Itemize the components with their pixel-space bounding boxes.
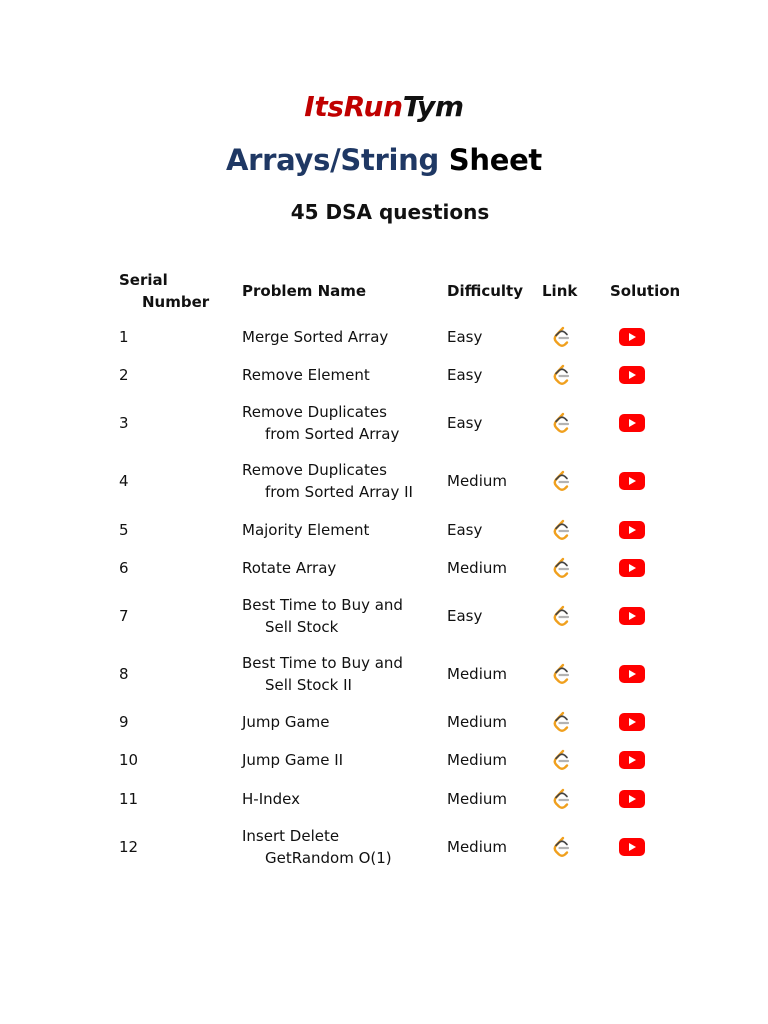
solution-link[interactable] bbox=[619, 510, 645, 549]
youtube-icon[interactable] bbox=[619, 521, 645, 539]
difficulty: Easy bbox=[447, 520, 483, 539]
youtube-icon[interactable] bbox=[619, 790, 645, 808]
leetcode-icon[interactable] bbox=[550, 710, 572, 734]
youtube-icon[interactable] bbox=[619, 713, 645, 731]
solution-link[interactable] bbox=[619, 394, 645, 452]
youtube-icon[interactable] bbox=[619, 366, 645, 384]
table-row bbox=[0, 394, 768, 452]
solution-link[interactable] bbox=[619, 645, 645, 703]
difficulty: Medium bbox=[447, 838, 507, 856]
header-problem-name: Problem Name bbox=[242, 282, 367, 300]
difficulty: Easy bbox=[447, 414, 483, 432]
serial-number: 9 bbox=[119, 713, 129, 731]
problem-link[interactable] bbox=[549, 818, 573, 876]
problem-name-line-1: Remove Element bbox=[242, 366, 370, 384]
leetcode-icon[interactable] bbox=[550, 363, 572, 387]
serial-number: 10 bbox=[119, 751, 139, 769]
serial-number: 1 bbox=[119, 327, 129, 346]
leetcode-icon[interactable] bbox=[550, 325, 572, 349]
table-row bbox=[0, 510, 768, 549]
problem-name bbox=[242, 818, 442, 876]
table-row bbox=[0, 452, 768, 510]
difficulty: Easy bbox=[447, 366, 483, 384]
brand-title bbox=[0, 90, 768, 123]
brand-part-2: Tym bbox=[402, 90, 464, 123]
problem-name bbox=[242, 452, 442, 510]
problem-name-line-1: Jump Game II bbox=[242, 751, 344, 769]
serial-number: 6 bbox=[119, 559, 129, 577]
difficulty: Medium bbox=[447, 559, 507, 577]
table-row bbox=[0, 356, 768, 394]
serial-number: 2 bbox=[119, 366, 129, 384]
youtube-icon[interactable] bbox=[619, 607, 645, 625]
problem-name bbox=[242, 703, 442, 741]
problem-name-line-2: from Sorted Array bbox=[265, 425, 400, 443]
difficulty: Medium bbox=[447, 472, 507, 490]
difficulty: Medium bbox=[447, 665, 507, 683]
problem-name-line-1: Jump Game bbox=[242, 713, 330, 731]
problem-name-line-2: from Sorted Array II bbox=[265, 483, 413, 501]
table-row bbox=[0, 645, 768, 703]
table-row bbox=[0, 818, 768, 876]
solution-link[interactable] bbox=[619, 452, 645, 510]
problem-name-line-1: Majority Element bbox=[242, 520, 370, 539]
youtube-icon[interactable] bbox=[619, 838, 645, 856]
brand-part-1: ItsRun bbox=[304, 90, 403, 123]
serial-number: 12 bbox=[119, 838, 139, 856]
problem-link[interactable] bbox=[549, 779, 573, 818]
solution-link[interactable] bbox=[619, 317, 645, 356]
problem-name-line-1: Insert Delete bbox=[242, 827, 340, 845]
youtube-icon[interactable] bbox=[619, 328, 645, 346]
difficulty: Medium bbox=[447, 713, 507, 731]
table-header-row bbox=[0, 265, 768, 317]
sheet-title-word: Sheet bbox=[448, 143, 542, 177]
problem-name-line-2: Sell Stock II bbox=[265, 676, 352, 694]
sheet-title-topic: Arrays/String bbox=[225, 143, 439, 177]
leetcode-icon[interactable] bbox=[550, 518, 572, 542]
problem-link[interactable] bbox=[549, 703, 573, 741]
leetcode-icon[interactable] bbox=[550, 411, 572, 435]
youtube-icon[interactable] bbox=[619, 751, 645, 769]
leetcode-icon[interactable] bbox=[550, 787, 572, 811]
problem-name-line-2: Sell Stock bbox=[265, 618, 339, 636]
header-link: Link bbox=[542, 282, 578, 300]
header-solution: Solution bbox=[610, 282, 681, 300]
header-serial-number bbox=[119, 265, 209, 317]
header-serial-line-1: Serial bbox=[119, 271, 168, 289]
serial-number: 5 bbox=[119, 520, 129, 539]
difficulty: Easy bbox=[447, 607, 483, 625]
solution-link[interactable] bbox=[619, 779, 645, 818]
solution-link[interactable] bbox=[619, 549, 645, 587]
problem-name bbox=[242, 317, 442, 356]
table-row bbox=[0, 741, 768, 779]
difficulty: Medium bbox=[447, 751, 507, 769]
solution-link[interactable] bbox=[619, 818, 645, 876]
problem-name bbox=[242, 394, 442, 452]
youtube-icon[interactable] bbox=[619, 665, 645, 683]
table-row bbox=[0, 779, 768, 818]
problem-name bbox=[242, 741, 442, 779]
problem-link[interactable] bbox=[549, 394, 573, 452]
problem-table bbox=[0, 265, 768, 876]
table-body bbox=[0, 317, 768, 876]
difficulty: Easy bbox=[447, 327, 483, 346]
problem-name-line-1: Best Time to Buy and bbox=[242, 654, 403, 672]
solution-link[interactable] bbox=[619, 587, 645, 645]
table-row bbox=[0, 317, 768, 356]
leetcode-icon[interactable] bbox=[550, 748, 572, 772]
problem-name-line-1: Merge Sorted Array bbox=[242, 327, 389, 346]
serial-number: 8 bbox=[119, 665, 129, 683]
problem-link[interactable] bbox=[549, 510, 573, 549]
problem-link[interactable] bbox=[549, 452, 573, 510]
sheet-title bbox=[0, 143, 768, 177]
problem-name bbox=[242, 779, 442, 818]
leetcode-icon[interactable] bbox=[550, 604, 572, 628]
table-row bbox=[0, 703, 768, 741]
problem-link[interactable] bbox=[549, 587, 573, 645]
problem-name-line-1: Remove Duplicates bbox=[242, 403, 387, 421]
table-row bbox=[0, 587, 768, 645]
youtube-icon[interactable] bbox=[619, 414, 645, 432]
problem-link[interactable] bbox=[549, 317, 573, 356]
table-row bbox=[0, 549, 768, 587]
serial-number: 11 bbox=[119, 789, 139, 808]
solution-link[interactable] bbox=[619, 703, 645, 741]
problem-name-line-1: Rotate Array bbox=[242, 559, 337, 577]
problem-link[interactable] bbox=[549, 741, 573, 779]
problem-name-line-1: Best Time to Buy and bbox=[242, 596, 403, 614]
problem-link[interactable] bbox=[549, 549, 573, 587]
problem-name bbox=[242, 645, 442, 703]
leetcode-icon[interactable] bbox=[550, 835, 572, 859]
problem-link[interactable] bbox=[549, 645, 573, 703]
problem-name-line-1: Remove Duplicates bbox=[242, 461, 387, 479]
problem-name bbox=[242, 587, 442, 645]
leetcode-icon[interactable] bbox=[550, 469, 572, 493]
problem-link[interactable] bbox=[549, 356, 573, 394]
sheet-subtitle: 45 DSA questions bbox=[290, 200, 490, 224]
youtube-icon[interactable] bbox=[619, 472, 645, 490]
serial-number: 4 bbox=[119, 472, 129, 490]
problem-name bbox=[242, 549, 442, 587]
problem-name-line-1: H-Index bbox=[242, 789, 300, 808]
problem-name bbox=[242, 356, 442, 394]
header-difficulty: Difficulty bbox=[447, 282, 523, 300]
leetcode-icon[interactable] bbox=[550, 556, 572, 580]
header-serial-line-2: Number bbox=[142, 293, 210, 311]
solution-link[interactable] bbox=[619, 356, 645, 394]
solution-link[interactable] bbox=[619, 741, 645, 779]
leetcode-icon[interactable] bbox=[550, 662, 572, 686]
difficulty: Medium bbox=[447, 789, 507, 808]
problem-name-line-2: GetRandom O(1) bbox=[265, 849, 392, 867]
youtube-icon[interactable] bbox=[619, 559, 645, 577]
problem-name bbox=[242, 510, 442, 549]
serial-number: 7 bbox=[119, 607, 129, 625]
serial-number: 3 bbox=[119, 414, 129, 432]
